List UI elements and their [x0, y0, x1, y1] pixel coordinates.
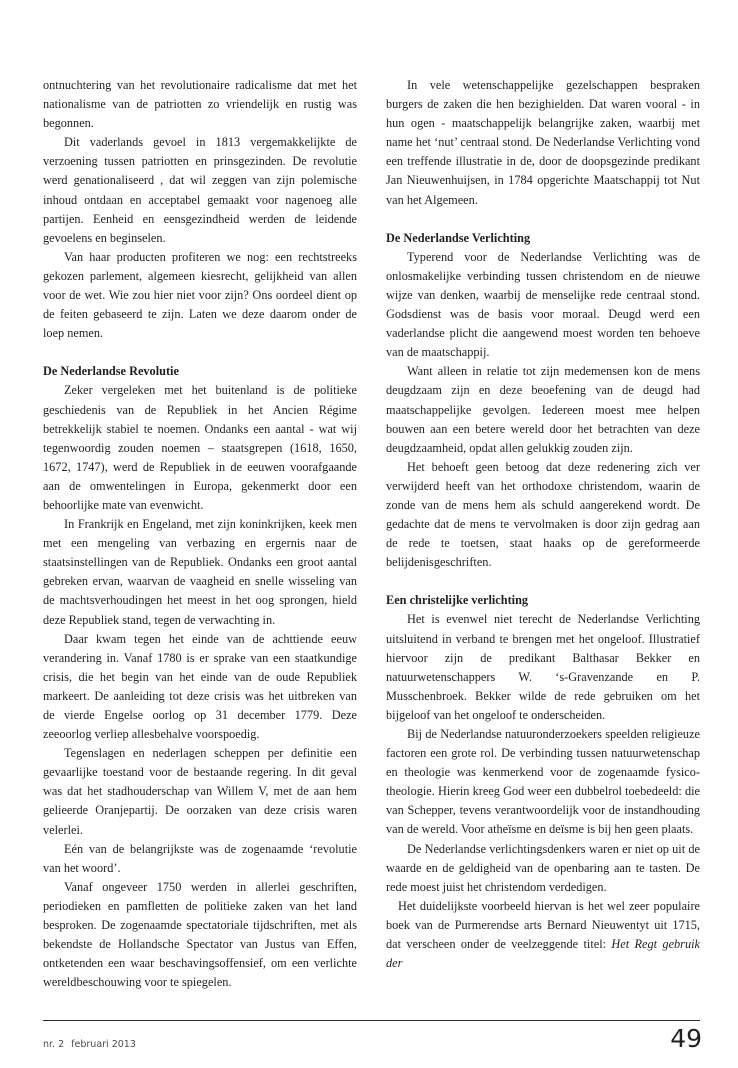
paragraph: Het is evenwel niet terecht de Nederlandse Verlichting uitsluitend in verband te brengen met het ongeloof. Illustratief hiervoor zijn de predikant Balthasar Bekker en natuurwetenschappers W. ‘s-Gravenzande en P. Musschenbroek. Bekker wilde de rede gebruiken om het bijgeloof van het ongeloof te onderscheiden. — [386, 612, 700, 722]
section-heading: Een christelijke verlichting — [386, 593, 529, 608]
section-heading: De Nederlandse Revolutie — [43, 364, 179, 379]
paragraph: ontnuchtering van het revolutionaire radicalisme dat met het nationalisme van de patriotten zo vriendelijk en rustig was begonnen. — [43, 78, 357, 131]
left-column — [43, 76, 357, 992]
paragraph: Zeker vergeleken met het buitenland is de politieke geschiedenis van de Republiek in het Ancien Régime betrekkelijk stabiel te noemen. Ondanks een aantal - wat wij tegenwoordig zouden noemen – staatsgrepen (1618, 1650, 1672, 1747), werd de Republiek in de eeuwen voorafgaande aan de omwentelingen in Europa, gekenmerkt door een behoorlijke mate van evenwicht. — [43, 383, 357, 512]
paragraph: Want alleen in relatie tot zijn medemensen kon de mens deugdzaam zijn en deze beoefening van de deugd had maatschappelijke gevolgen. Iedereen moest mee helpen bouwen aan een betere wereld door het betrachten van deze deugdzaamheid, opdat allen gelukkig zouden zijn. — [386, 364, 700, 455]
paragraph: In Frankrijk en Engeland, met zijn koninkrijken, keek men met een mengeling van verbazing en ergernis naar de staatsinstellingen van de Republiek. Ondanks een groot aantal gebreken ervan, waarvan de vaagheid en snelle wisseling van de machtsverhoudingen het meest in het oog sprongen, hield deze Republiek stand, tegen de verwachting in. — [43, 517, 357, 627]
paragraph: Typerend voor de Nederlandse Verlichting was de onlosmakelijke verbinding tussen christendom en de nieuwe wijze van denken, waarbij de menselijke rede centraal stond. Godsdienst was de basis voor moraal. Deugd werd een vaderlandse plicht die aangewend moest worden ten behoeve van de maatschappij. — [386, 249, 700, 360]
paragraph: Tegenslagen en nederlagen scheppen per definitie een gevaarlijke toestand voor de bestaande regering. In dit geval was dat het stadhouderschap van Willem V, met de aan hem gelieerde Oranjepartij. De oorzaken van deze crisis waren velerlei. — [43, 746, 357, 837]
footer-info — [43, 1039, 140, 1050]
right-column — [386, 76, 700, 973]
paragraph — [386, 897, 700, 973]
paragraph: Van haar producten profiteren we nog: een rechtstreeks gekozen parlement, algemeen kiesrecht, gelijkheid van allen voor de wet. Wie zou hier niet voor zijn? Ons oordeel dient op de feiten gebaseerd te zijn. Laten we deze daarom onder de loep nemen. — [43, 249, 357, 341]
paragraph: Daar kwam tegen het einde van de achttiende eeuw verandering in. Vanaf 1780 is er sprake van een staatkundige crisis, die het begin van het einde van de oude Republiek markeert. De aanleiding tot deze crisis was het uitbreken van de vierde Engelse oorlog op 31 december 1779. Deze zeeoorlog verliep allesbehalve voorspoedig. — [43, 631, 357, 742]
paragraph: De Nederlandse verlichtingsdenkers waren er niet op uit de waarde en de geldigheid van de openbaring aan te tasten. De rede moest juist het christendom verdedigen. — [386, 841, 700, 894]
issue-date: februari 2013 — [71, 1039, 136, 1050]
page-number: 49 — [670, 1024, 702, 1053]
paragraph: Bij de Nederlandse natuuronderzoekers speelden religieuze factoren een grote rol. De verbinding tussen natuurwetenschap en theologie was kenmerkend voor de zogenaamde fysico-theologie. Hierin kreeg God weer een dubbelrol toebedeeld: die van Schepper, tevens verantwoordelijk voor de instandhouding van de wereld. Voor atheïsme en deïsme is bij hen geen plaats. — [386, 727, 700, 837]
paragraph: In vele wetenschappelijke gezelschappen bespraken burgers de zaken die hen bezighielden. Dat waren vooral - in hun ogen - maatschappelijk belangrijke zaken, waarbij met name het ‘nut’ centraal stond. De Nederlandse Verlichting vond een treffende illustratie in de, door de doopsgezinde predikant Jan Nieuwenhuijsen, in 1784 opgerichte Maatschappij tot Nut van het Algemeen. — [386, 78, 700, 207]
paragraph: Het behoeft geen betoog dat deze redenering zich ver verwijderd heeft van het orthodoxe christendom, waarin de zonde van de mens hem als schuld aangerekend wordt. De gedachte dat de mens te vervolmaken is door zijn gedrag aan de rede te toetsen, staat haaks op de gereformeerde belijdenisgeschriften. — [386, 459, 700, 570]
section-heading: De Nederlandse Verlichting — [386, 230, 531, 245]
paragraph: Vanaf ongeveer 1750 werden in allerlei geschriften, periodieken en pamfletten de politieke zaken van het land besproken. De zogenaamde spectatoriale tijdschriften, met als bekendste de Hollandsche Spectator van Justus van Effen, ontketenden een waar beschavingsoffensief, om een verlichte wereldbeschouwing voor te spiegelen. — [43, 879, 357, 990]
book-title: Het Regt gebruik der — [386, 937, 700, 971]
footer-divider — [43, 1020, 700, 1021]
issue-number: nr. 2 — [43, 1039, 65, 1050]
paragraph-text: Het duidelijkste voorbeeld hiervan is het wel zeer populaire boek van de Purmerendse arts Bernard Nieuwentyt uit 1715, dat verscheen onder de veelzeggende titel: — [386, 898, 700, 952]
paragraph: Eén van de belangrijkste was de zogenaamde ‘revolutie van het woord’. — [43, 841, 357, 875]
paragraph: Dit vaderlands gevoel in 1813 vergemakkelijkte de verzoening tussen patriotten en prinsgezinden. De revolutie werd genationaliseerd , dat wil zeggen van zijn polemische inhoud ontdaan en acceptabel gemaakt voor nagenoeg alle partijen. Eenheid en eensgezindheid werden de leidende gevoelens en beginselen. — [43, 135, 357, 245]
